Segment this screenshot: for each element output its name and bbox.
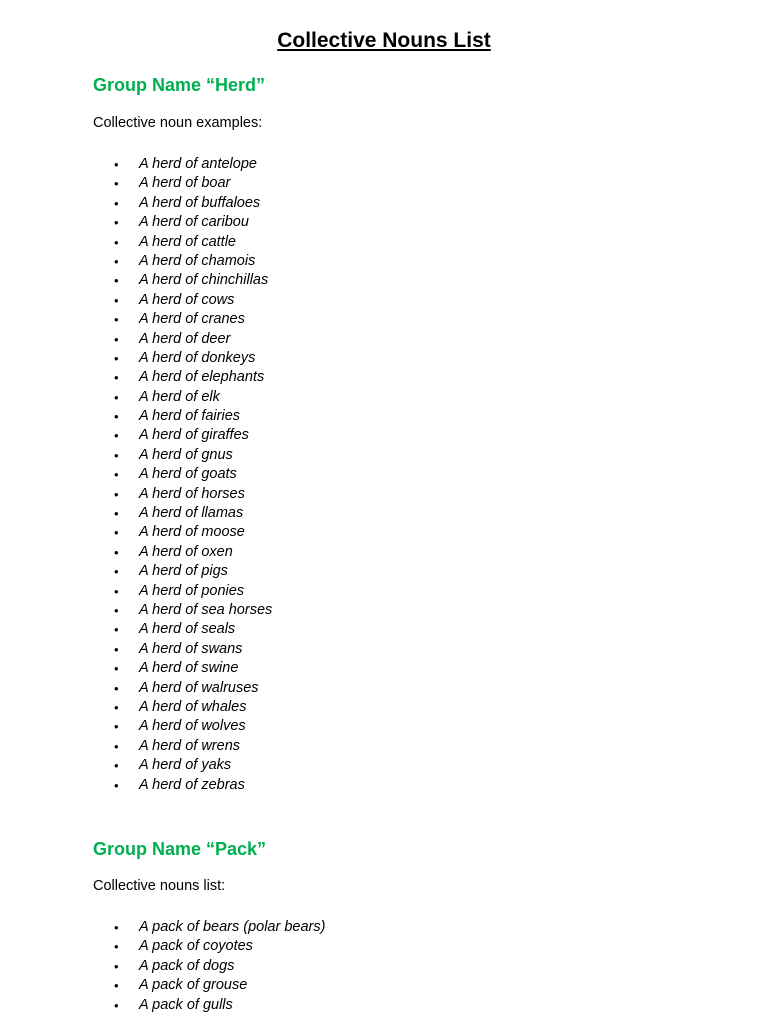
list-item-text: A herd of elk: [139, 388, 220, 405]
list-item: [93, 349, 272, 368]
list-item: [93, 640, 272, 659]
bullet-icon: •: [114, 622, 119, 638]
bullet-icon: •: [114, 978, 119, 994]
bullet-icon: •: [114, 777, 119, 793]
list-item: [93, 330, 272, 349]
list-item-text: A herd of swine: [139, 660, 239, 677]
list-item: [93, 996, 325, 1015]
bullet-icon: •: [114, 719, 119, 735]
bullet-icon: •: [114, 467, 119, 483]
bullet-icon: •: [114, 273, 119, 289]
list-item-text: A pack of gulls: [139, 996, 233, 1013]
bullet-icon: •: [114, 602, 119, 618]
bullet-icon: •: [114, 350, 119, 366]
list-item-text: A herd of elephants: [139, 369, 265, 386]
list-item: [93, 737, 272, 756]
list-item-text: A herd of giraffes: [139, 427, 249, 444]
list-item: [93, 582, 272, 601]
list-item-text: A herd of wrens: [139, 737, 241, 754]
bullet-icon: •: [114, 506, 119, 522]
list-item-text: A herd of ponies: [139, 582, 245, 599]
list-item: [93, 310, 272, 329]
list-item-text: A herd of cattle: [139, 233, 236, 250]
bullet-icon: •: [114, 253, 119, 269]
list-item: [93, 756, 272, 775]
list-item-text: A herd of seals: [139, 621, 236, 638]
list-item-text: A herd of cranes: [139, 311, 245, 328]
list-item-text: A herd of pigs: [139, 563, 228, 580]
bullet-icon: •: [114, 699, 119, 715]
herd-noun-list: [93, 155, 272, 795]
pack-noun-list: [93, 918, 325, 1015]
list-item: [93, 446, 272, 465]
list-item: [93, 291, 272, 310]
list-item-text: A pack of bears (polar bears): [139, 919, 326, 935]
list-item: [93, 937, 325, 956]
document-title: Collective Nouns List: [277, 29, 491, 52]
bullet-icon: •: [114, 447, 119, 463]
list-item: [93, 504, 272, 523]
bullet-icon: •: [114, 758, 119, 774]
list-item-text: A herd of sea horses: [139, 601, 273, 618]
section-heading-herd: Group Name “Herd”: [93, 75, 266, 95]
list-item-text: A herd of donkeys: [139, 349, 256, 366]
list-item: [93, 698, 272, 717]
list-item-text: A herd of antelope: [139, 156, 257, 172]
list-item: [93, 679, 272, 698]
list-item-text: A herd of wolves: [139, 718, 246, 735]
bullet-icon: •: [114, 564, 119, 580]
list-item: [93, 465, 272, 484]
list-item-text: A herd of cows: [139, 291, 235, 308]
bullet-icon: •: [114, 409, 119, 425]
bullet-icon: •: [114, 331, 119, 347]
list-item: [93, 543, 272, 562]
list-item-text: A pack of dogs: [139, 957, 235, 974]
bullet-icon: •: [114, 370, 119, 386]
list-item-text: A herd of boar: [139, 175, 231, 192]
list-item: [93, 252, 272, 271]
list-item-text: A pack of coyotes: [139, 938, 253, 955]
list-item: [93, 388, 272, 407]
list-item-text: A herd of walruses: [139, 679, 259, 696]
list-item: [93, 717, 272, 736]
list-item-text: A herd of yaks: [139, 757, 232, 774]
list-item: [93, 368, 272, 387]
bullet-icon: •: [114, 680, 119, 696]
list-item-text: A herd of caribou: [139, 214, 249, 231]
section-intro-herd: Collective noun examples:: [93, 115, 263, 131]
list-item: [93, 155, 272, 174]
bullet-icon: •: [114, 234, 119, 250]
bullet-icon: •: [114, 939, 119, 955]
section-intro-pack: Collective nouns list:: [93, 878, 226, 894]
list-item-text: A herd of goats: [139, 466, 237, 483]
list-item: [93, 776, 272, 795]
bullet-icon: •: [114, 428, 119, 444]
list-item: [93, 271, 272, 290]
bullet-icon: •: [114, 920, 119, 935]
bullet-icon: •: [114, 292, 119, 308]
bullet-icon: •: [114, 738, 119, 754]
list-item-text: A herd of zebras: [139, 776, 245, 793]
list-item: [93, 407, 272, 426]
list-item-text: A herd of fairies: [139, 408, 241, 425]
list-item-text: A herd of chamois: [139, 252, 256, 269]
list-item-text: A herd of whales: [139, 698, 247, 715]
list-item-text: A herd of swans: [139, 640, 243, 657]
bullet-icon: •: [114, 583, 119, 599]
bullet-icon: •: [114, 486, 119, 502]
list-item-text: A herd of deer: [139, 330, 231, 347]
list-item-text: A herd of oxen: [139, 543, 233, 560]
list-item-text: A herd of llamas: [139, 505, 244, 522]
list-item: [93, 562, 272, 581]
list-item: [93, 213, 272, 232]
bullet-icon: •: [114, 215, 119, 231]
list-item: [93, 918, 325, 937]
bullet-icon: •: [114, 195, 119, 211]
list-item: [93, 194, 272, 213]
bullet-icon: •: [114, 157, 119, 172]
bullet-icon: •: [114, 176, 119, 192]
list-item: [93, 976, 325, 995]
list-item-text: A herd of horses: [139, 485, 245, 502]
list-item-text: A pack of grouse: [139, 977, 248, 994]
section-heading-pack: Group Name “Pack”: [93, 839, 267, 859]
bullet-icon: •: [114, 958, 119, 974]
bullet-icon: •: [114, 525, 119, 541]
list-item: [93, 233, 272, 252]
list-item: [93, 659, 272, 678]
list-item: [93, 174, 272, 193]
list-item-text: A herd of chinchillas: [139, 272, 269, 289]
list-item: [93, 620, 272, 639]
list-item: [93, 601, 272, 620]
list-item-text: A herd of gnus: [139, 446, 233, 463]
list-item: [93, 485, 272, 504]
list-item: [93, 523, 272, 542]
bullet-icon: •: [114, 544, 119, 560]
bullet-icon: •: [114, 312, 119, 328]
bullet-icon: •: [114, 641, 119, 657]
list-item-text: A herd of buffaloes: [139, 194, 261, 211]
list-item: [93, 957, 325, 976]
bullet-icon: •: [114, 661, 119, 677]
list-item: [93, 426, 272, 445]
list-item-text: A herd of moose: [139, 524, 245, 541]
bullet-icon: •: [114, 389, 119, 405]
bullet-icon: •: [114, 997, 119, 1013]
